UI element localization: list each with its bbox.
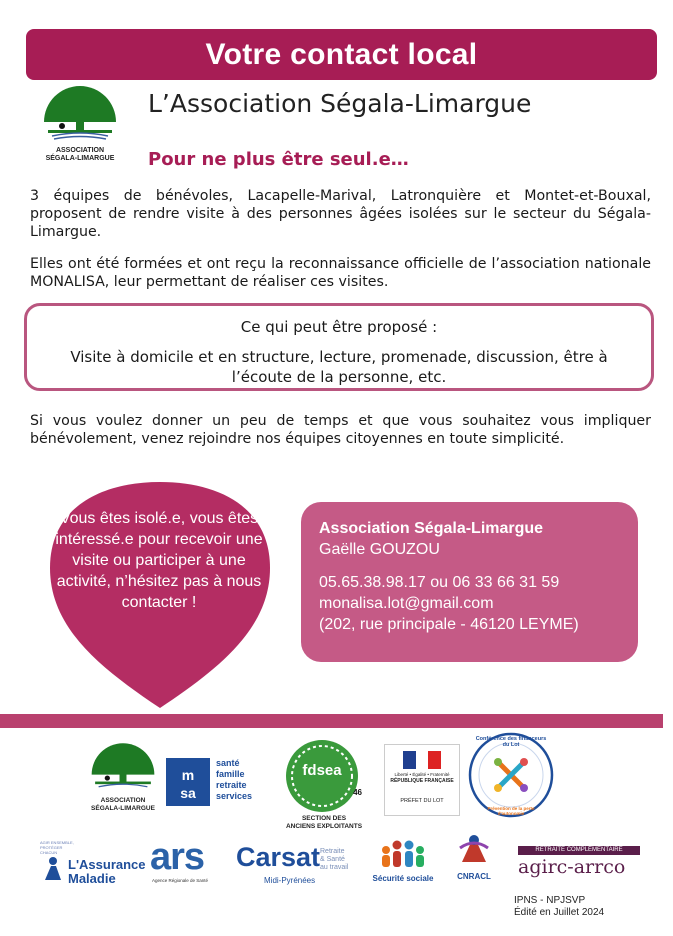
page-title: Votre contact local	[26, 29, 657, 80]
agirc-arrco-logo: RETRAITE COMPLÉMENTAIRE agirc-arrco	[518, 846, 642, 880]
contact-person: Gaëlle GOUZOU	[319, 541, 440, 558]
contact-phones[interactable]: 05.65.38.98.17 ou 06 33 66 31 59	[319, 574, 560, 591]
people-icon	[378, 836, 428, 868]
volunteer-paragraph: Si vous voulez donner un peu de temps et que vous souhaitez vous impliquer bénévolement, venez rejoindre nos équipes citoyennes en toute simplicité.	[30, 413, 651, 447]
association-logo-small: ASSOCIATION SÉGALA-LIMARGUE	[88, 738, 158, 813]
assurance-maladie-logo: AGIR ENSEMBLE, PROTÉGER CHACUN L'Assurance Maladie	[40, 840, 146, 886]
contact-email[interactable]: monalisa.lot@gmail.com	[319, 595, 494, 612]
training-paragraph: Elles ont été formées et ont reçu la reconnaissance officielle de l’association nationale MONALISA, leur permettant de réaliser ces visites.	[30, 256, 651, 290]
person-icon	[42, 856, 64, 880]
contact-card	[301, 502, 638, 662]
tree-logo-icon	[40, 80, 120, 142]
cnracl-logo: CNRACL	[448, 832, 500, 890]
tagline: Pour ne plus être seul.e…	[148, 149, 409, 170]
contact-address: (202, rue principale - 46120 LEYME)	[319, 616, 579, 633]
logo-label: ASSOCIATION SÉGALA-LIMARGUE	[45, 147, 115, 162]
offer-box	[24, 303, 654, 391]
tree-logo-icon	[88, 738, 158, 792]
offer-box-body: Visite à domicile et en structure, lecture, promenade, discussion, être à l’écoute de la personne, etc.	[70, 348, 608, 386]
association-logo	[40, 80, 120, 172]
ipns-note: IPNS - NPJSVP Édité en Juillet 2024	[514, 895, 605, 918]
callout-text: Vous êtes isolé.e, vous êtes intéressé.e pour recevoir une visite ou participer à une activité, n’hésitez pas à nous contacter !	[55, 510, 263, 611]
cnracl-icon	[456, 832, 492, 868]
msa-logo: m sa santé famille retraite services	[166, 758, 266, 806]
svg-text:m: m	[181, 767, 195, 783]
marianne-icon	[403, 751, 441, 769]
association-name: L’Association Ségala-Limargue	[148, 89, 532, 118]
conference-financeurs-logo: Conférence des financeurs du Lot Prévention de la perte d'autonomie	[468, 732, 554, 818]
intro-paragraph: 3 équipes de bénévoles, Lacapelle-Marival, Latronquière et Montet-et-Bouxal, proposent de rendre visite à des personnes âgées isolées sur le secteur du Ségala-Limargue.	[30, 188, 651, 240]
fdsea-logo: fdsea 46 SECTION DES ANCIENS EXPLOITANTS	[280, 738, 372, 830]
msa-icon	[166, 758, 210, 806]
carsat-logo: Carsat Retraite & Santé au travail Midi-Pyrénées	[236, 842, 349, 885]
contact-org: Association Ségala-Limargue	[319, 520, 544, 537]
svg-text:sa: sa	[180, 785, 196, 801]
securite-sociale-logo: Sécurité sociale	[368, 836, 438, 890]
offer-box-title: Ce qui peut être proposé :	[240, 318, 438, 336]
ars-logo: ars Agence Régionale de Santé	[150, 836, 209, 883]
prefet-logo: Liberté • Égalité • Fraternité RÉPUBLIQUE FRANÇAISE PRÉFET DU LOT	[384, 744, 460, 816]
footer-divider	[0, 714, 663, 728]
